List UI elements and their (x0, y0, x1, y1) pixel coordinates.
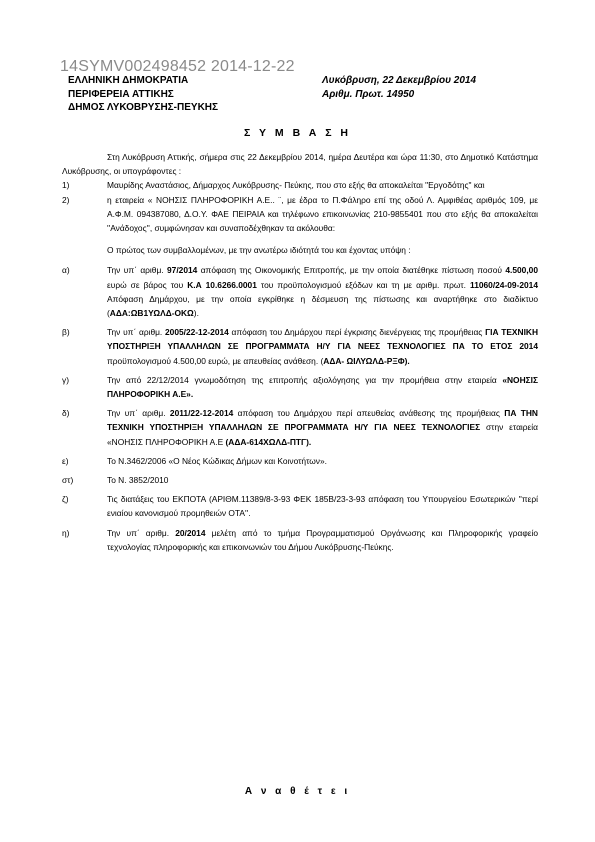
emphasized-text: 2011/22-12-2014 (169, 408, 234, 419)
preamble-paragraph: Ο πρώτος των συμβαλλομένων, με την ανωτέρω ιδιότητά του και έχοντας υπόψη : (107, 245, 411, 256)
text-run: Την υπ΄ αριθμ. (107, 327, 165, 338)
date-protocol-header (322, 74, 476, 101)
issuer-header (68, 74, 218, 115)
text-run: απόφαση του Δημάρχου περί απευθείας ανάθεσης της προμήθειας (233, 408, 505, 419)
consideration-number: δ) (62, 408, 70, 419)
document-watermark: 14SYMV002498452 2014-12-22 (60, 58, 295, 75)
consideration-number: στ) (62, 475, 74, 486)
consideration-number: β) (62, 327, 70, 338)
considerations-list (62, 263, 538, 554)
text-run: Την από 22/12/2014 γνωμοδότηση της επιτροπής αξιολόγησης για την προμήθεια στην εταιρεία (107, 374, 503, 385)
emphasized-text: ΓΙΑ ΤΕΧΝΙΚΗ ΥΠΟΣΤΗΡΙΞΗ ΥΠΑΛΛΗΛΩΝ ΣΕ ΠΡΟΓΡΑΜΜΑΤΑ Η/Υ ΓΙΑ ΝΕΕΣ ΤΕΧΝΟΛΟΓΙΕΣ ΠΑ ΤΟ ΕΤΟΣ 2014 (107, 327, 538, 352)
emphasized-text: ΑΔΑ- ΩΙΛΥΩΛΔ-ΡΞΦ). (323, 355, 410, 366)
emphasized-text: 11060/24-09-2014 (470, 279, 538, 290)
consideration-text (107, 325, 538, 368)
party-text: η εταιρεία « ΝΟΗΣΙΣ ΠΛΗΡΟΦΟΡΙΚΗ Α.Ε.. ¨, με έδρα το Π.Φάληρο επί της οδού Λ. Αμφιθέας αριθμός 109, με Α.Φ.Μ. 094387080, Δ.Ο.Υ. ΦΑΕ ΠΕΙΡΑΙΑ και τηλέφωνο επικοινωνίας 210-9855401 που στο εξής θα αποκαλείται ''Ανάδοχος'', συμφώνησαν και συναποδέχθηκαν τα ακόλουθα: (107, 194, 538, 234)
text-run: Το Ν. 3852/2010 (107, 475, 169, 486)
text-run: Την υπ΄ αριθμ. (107, 408, 170, 419)
consideration-item (62, 526, 538, 554)
emphasized-text: «ΝΟΗΣΙΣ ΠΛΗΡΟΦΟΡΙΚΗ Α.Ε». (107, 374, 538, 400)
place-date: Λυκόβρυση, 22 Δεκεμβρίου 2014 (322, 75, 477, 86)
contract-body (62, 150, 538, 554)
consideration-text (107, 526, 538, 554)
emphasized-text: 2005/22-12-2014 (165, 327, 229, 338)
consideration-text (107, 373, 538, 401)
consideration-item (62, 454, 538, 468)
emphasized-text: Κ.Α 10.6266.0001 (187, 279, 257, 290)
emphasized-text: 97/2014 (167, 265, 198, 276)
consideration-item (62, 473, 538, 487)
emphasized-text: ΠΑ ΤΗΝ ΤΕΧΝΙΚΗ ΥΠΟΣΤΗΡΙΞΗ ΥΠΑΛΛΗΛΩΝ ΣΕ ΠΡΟΓΡΑΜΜΑΤΑ Η/Υ ΓΙΑ ΝΕΕΣ ΤΕΧΝΟΛΟΓΙΕΣ (107, 408, 538, 433)
consideration-number: γ) (62, 374, 69, 385)
text-run: απόφαση του Δημάρχου περί έγκρισης διενέργειας της προμήθειας (228, 327, 486, 338)
consideration-number: ε) (62, 455, 69, 466)
party-text: Μαυρίδης Αναστάσιος, Δήμαρχος Λυκόβρυσης- Πεύκης, που στο εξής θα αποκαλείται "Εργοδότης" και (107, 180, 485, 191)
protocol-number: Αριθμ. Πρωτ. 14950 (322, 88, 415, 100)
text-run: ευρώ σε βάρος του (107, 279, 188, 290)
consideration-number: η) (62, 527, 70, 538)
consideration-text (107, 406, 538, 449)
emphasized-text: (ΑΔΑ-614ΧΩΛΔ-ΠΤΓ). (225, 436, 312, 447)
consideration-item (62, 325, 538, 368)
consideration-text (107, 492, 538, 520)
consideration-item (62, 406, 538, 449)
document-title: Σ Υ Μ Β Α Σ Η (243, 127, 352, 139)
text-run: Απόφαση Δημάρχου, με την οποία εγκρίθηκε η δέσμευση της πίστωσης και αναρτήθηκε στο διαδίκτυο ( (107, 293, 538, 319)
consideration-text (107, 263, 538, 320)
text-run: απόφαση της Οικονομικής Επιτροπής, με την οποία διατέθηκε πίστωση ποσού (197, 265, 506, 276)
text-run: Την υπ΄ αριθμ. (107, 265, 168, 276)
consideration-number: α) (62, 265, 70, 276)
consideration-text (107, 473, 538, 487)
intro-paragraph: Στη Λυκόβρυση Αττικής, σήμερα στις 22 Δεκεμβρίου 2014, ημέρα Δευτέρα και ώρα 11:30, στο Δημοτικό Κατάστημα Λυκόβρυσης, οι υπογράφοντες : (62, 152, 538, 177)
party-number: 2) (62, 194, 70, 205)
emphasized-text: ΑΔΑ:ΩΒ1ΥΩΛΔ-ΟΚΩ (109, 308, 194, 319)
issuer-line-region: ΠΕΡΙΦΕΡΕΙΑ ΑΤΤΙΚΗΣ (68, 88, 174, 100)
text-run: Το Ν.3462/2006 «Ο Νέος Κώδικας Δήμων και Κοινοτήτων». (107, 455, 327, 466)
party-item (62, 178, 538, 192)
consideration-text (107, 454, 538, 468)
text-run: μελέτη από το τμήμα Προγραμματισμού Οργάνωσης και Πληροφορικής γραφείο τεχνολογίας πληροφορικής και επικοινωνιών του Δήμου Λυκόβρυσης-Πεύκης. (107, 527, 538, 552)
text-run: του προϋπολογισμού εξόδων και τη με αριθμ. πρωτ. (256, 279, 470, 290)
text-run: Την υπ΄ αριθμ. (107, 527, 176, 538)
party-number: 1) (62, 180, 70, 191)
text-run: Τις διατάξεις του ΕΚΠΟΤΑ (ΑΡΙΘΜ.11389/8-3-93 ΦΕΚ 185Β/23-3-93 απόφαση του Υπουργείου Εσωτερικών ''περί ενιαίου κανονισμού προμηθειών ΟΤΑ''. (107, 494, 538, 519)
party-item (62, 193, 538, 236)
consideration-item (62, 373, 538, 401)
text-run: ). (193, 308, 199, 319)
consideration-item (62, 263, 538, 320)
consideration-item (62, 492, 538, 520)
emphasized-text: 4.500,00 (505, 265, 538, 276)
consideration-number: ζ) (62, 494, 69, 505)
emphasized-text: 20/2014 (175, 527, 206, 538)
issuer-line-republic: ΕΛΛΗΝΙΚΗ ΔΗΜΟΚΡΑΤΙΑ (68, 75, 189, 86)
text-run: στην εταιρεία «ΝΟΗΣΙΣ ΠΛΗΡΟΦΟΡΙΚΗ Α.Ε (107, 422, 538, 447)
text-run: προϋπολογισμού 4.500,00 ευρώ, με απευθείας ανάθεση. ( (107, 355, 324, 366)
closing-heading: Α ν α θ έ τ ε ι (244, 786, 351, 797)
issuer-line-municipality: ΔΗΜΟΣ ΛΥΚΟΒΡΥΣΗΣ-ΠΕΥΚΗΣ (68, 102, 219, 113)
